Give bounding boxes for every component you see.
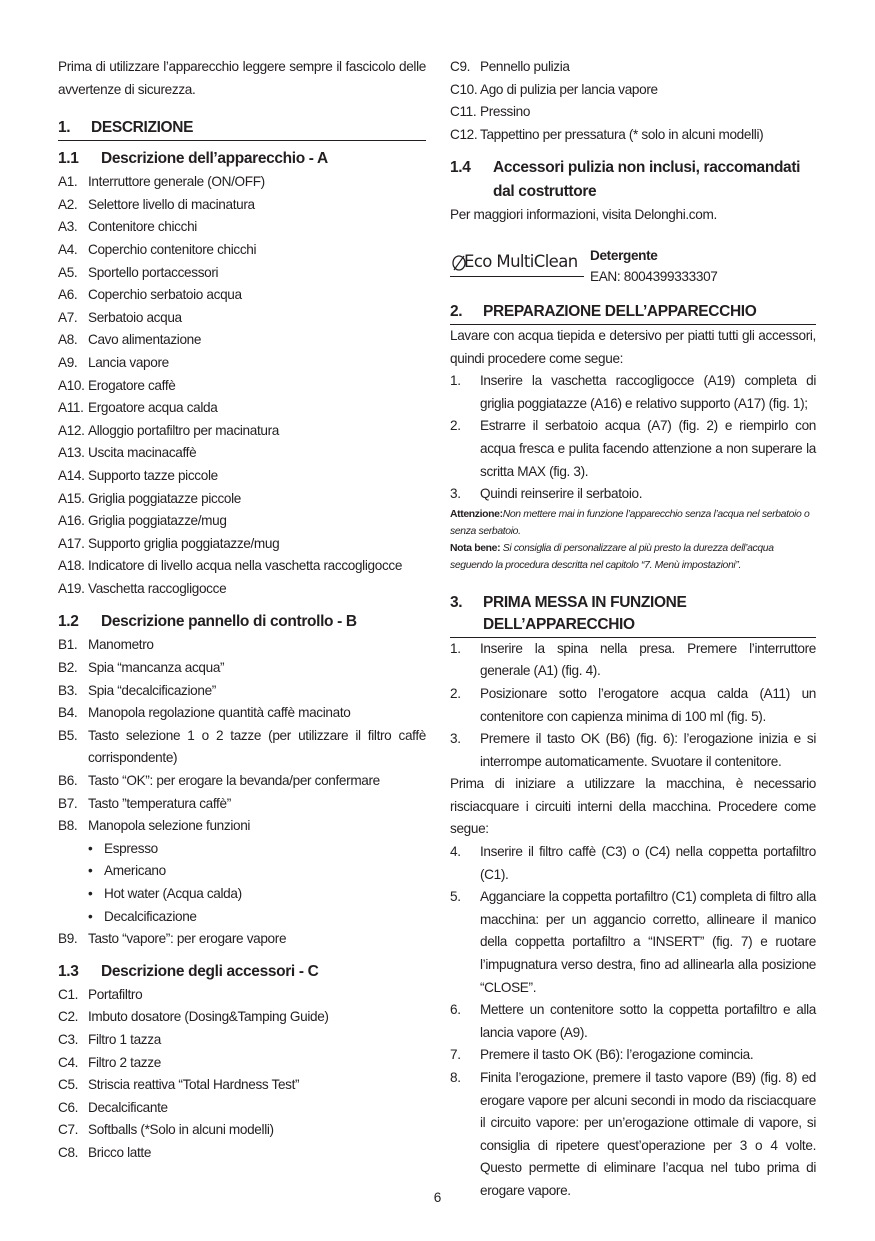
bullet-item <box>58 838 426 861</box>
item-number: A17. <box>58 535 85 551</box>
list-item <box>58 1052 426 1075</box>
section-number: 1.2 <box>58 613 79 631</box>
item-number: A5. <box>58 264 78 280</box>
bullet-text: Hot water (Acqua calda) <box>104 886 242 901</box>
bullet-text: Espresso <box>104 840 158 856</box>
list-accessori <box>58 984 426 1165</box>
item-text: Mettere un contenitore sotto la coppetta portafiltro e alla lancia vapore (A9). <box>480 1002 816 1040</box>
list-item <box>450 101 816 124</box>
item-text: Ergoatore acqua calda <box>88 400 218 416</box>
item-number: B4. <box>58 705 78 721</box>
item-text: Alloggio portafiltro per macinatura <box>88 422 280 438</box>
list-apparecchio <box>58 171 426 600</box>
list-item <box>58 262 426 285</box>
bullet-icon: • <box>88 886 93 901</box>
item-number: A12. <box>58 422 85 438</box>
item-number: B1. <box>58 637 78 653</box>
list-item <box>58 465 426 488</box>
list-item <box>58 420 426 443</box>
list-item <box>58 397 426 420</box>
attention-text: Non mettere mai in funzione l’apparecchio senza l’acqua nel serbatoio o senza serbatoio. <box>450 508 810 537</box>
item-number: C3. <box>58 1031 79 1047</box>
list-messa-in-funzione <box>450 638 816 774</box>
attention-note <box>450 506 816 540</box>
item-text: Decalcificante <box>88 1099 168 1115</box>
item-number: A7. <box>58 309 78 325</box>
item-number: 1. <box>450 373 461 389</box>
section-1-3-heading <box>58 960 426 984</box>
intro-text: Prima di utilizzare l’apparecchio leggere sempre il fascicolo delle avvertenze di sicurezza. <box>58 59 426 97</box>
section-1-heading <box>58 117 426 141</box>
item-number: A14. <box>58 467 85 483</box>
section-1-2-heading <box>58 610 426 634</box>
item-text: Finita l’erogazione, premere il tasto vapore (B9) (fig. 8) ed erogare vapore per alcuni secondi in modo da risciacquare il circuito vapore: per un’erogazione ottimale di vapore, si consiglia di ripetere quest’operazione per 3 o 4 volte. Questo permette di eliminare l’acqua nel tubo prima di erogare vapore. <box>480 1070 816 1198</box>
list-item <box>58 815 426 838</box>
product-ean: EAN: 8004399333307 <box>590 268 718 284</box>
item-number: 5. <box>450 889 461 905</box>
list-item <box>58 194 426 217</box>
bullet-item <box>58 906 426 929</box>
note-label: Nota bene: <box>450 542 501 554</box>
item-text: Imbuto dosatore (Dosing&Tamping Guide) <box>88 1009 329 1025</box>
item-text: Portafiltro <box>88 986 143 1002</box>
product-info <box>586 245 718 287</box>
attention-label: Attenzione: <box>450 508 503 520</box>
item-text: Inserire il filtro caffè (C3) o (C4) nella coppetta portafiltro (C1). <box>480 844 816 882</box>
section-title: PREPARAZIONE DELL’APPARECCHIO <box>483 302 757 320</box>
section-number: 1. <box>58 119 71 137</box>
list-item <box>58 375 426 398</box>
list-pannello <box>58 634 426 837</box>
list-item <box>450 999 816 1044</box>
section-title: Descrizione dell’apparecchio - A <box>101 150 328 168</box>
item-code: B9. <box>58 931 78 947</box>
list-item <box>58 702 426 725</box>
item-text: Contenitore chicchi <box>88 219 197 235</box>
item-number: A19. <box>58 580 85 596</box>
item-text: Estrarre il serbatoio acqua (A7) (fig. 2) e riempirlo con acqua fresca e pulita facendo attenzione a non superare la scritta MAX (fig. 3). <box>480 418 816 479</box>
section-3-heading <box>450 592 816 638</box>
list-item <box>58 1142 426 1165</box>
info-text: Per maggiori informazioni, visita Delonghi.com. <box>450 207 717 223</box>
note-text: Si consiglia di personalizzare al più presto la durezza dell’acqua seguendo la procedura descritta nel capitolo “7. Menù impostazioni”. <box>450 542 774 571</box>
section-title: Descrizione pannello di controllo - B <box>101 613 357 631</box>
item-text: Griglia poggiatazze piccole <box>88 490 242 506</box>
list-item <box>58 442 426 465</box>
list-item <box>58 634 426 657</box>
item-text: Serbatoio acqua <box>88 309 182 325</box>
list-accessori-cont <box>450 56 816 146</box>
item-text: Coperchio serbatoio acqua <box>88 287 242 303</box>
list-item <box>58 1097 426 1120</box>
list-item <box>450 79 816 102</box>
product-block <box>450 245 816 287</box>
list-item <box>58 657 426 680</box>
item-text: Filtro 1 tazza <box>88 1031 161 1047</box>
item-text: Tasto “OK”: per erogare la bevanda/per confermare <box>88 773 380 789</box>
section-1-4-heading <box>450 156 816 204</box>
list-item <box>58 533 426 556</box>
list-item <box>450 683 816 728</box>
item-number: 1. <box>450 640 461 656</box>
item-number: A11. <box>58 400 84 416</box>
item-text: Manometro <box>88 637 154 653</box>
bullet-icon: • <box>88 863 93 879</box>
section-2-heading <box>450 301 816 325</box>
list-item <box>58 578 426 601</box>
item-number: A18. <box>58 558 85 574</box>
item-number: A8. <box>58 332 78 348</box>
list-item <box>450 886 816 999</box>
item-text: Tasto selezione 1 o 2 tazze (per utilizzare il filtro caffè corrispondente) <box>88 727 426 766</box>
item-text: Filtro 2 tazze <box>88 1054 161 1070</box>
item-number: C2. <box>58 1009 79 1025</box>
item-text: Posizionare sotto l’erogatore acqua calda (A11) un contenitore con capienza minima di 100 ml (fig. 5). <box>480 685 816 724</box>
section-title-cont: dal costruttore <box>493 183 597 201</box>
list-item <box>58 510 426 533</box>
section-number: 1.3 <box>58 962 79 980</box>
list-risciacquo <box>450 841 816 1203</box>
item-text: Striscia reattiva “Total Hardness Test” <box>88 1077 300 1093</box>
list-item <box>58 793 426 816</box>
section-number: 1.1 <box>58 150 79 168</box>
item-number: 8. <box>450 1070 461 1085</box>
item-number: 3. <box>450 731 461 747</box>
section-2-intro: Lavare con acqua tiepida e detersivo per piatti tutti gli accessori, quindi procedere come segue: <box>450 327 816 366</box>
left-column <box>58 56 426 1165</box>
list-item <box>58 1074 426 1097</box>
list-item <box>450 1067 816 1203</box>
item-text: Lancia vapore <box>88 354 169 370</box>
item-number: A1. <box>58 174 78 190</box>
list-item <box>450 483 816 506</box>
item-number: A9. <box>58 354 78 370</box>
item-text: Sportello portaccessori <box>88 264 219 280</box>
list-funzioni <box>58 838 426 928</box>
list-item <box>58 352 426 375</box>
product-name: Detergente <box>590 247 658 263</box>
list-item <box>450 370 816 415</box>
section-title: Descrizione degli accessori - C <box>101 962 319 980</box>
item-text: Tappettino per pressatura (* solo in alcuni modelli) <box>480 126 764 142</box>
item-number: A10. <box>58 377 85 393</box>
item-text: Quindi reinserire il serbatoio. <box>480 486 643 502</box>
list-item <box>450 728 816 773</box>
item-number: A6. <box>58 287 78 303</box>
item-number: C9. <box>450 59 471 74</box>
list-item <box>58 680 426 703</box>
item-number: A13. <box>58 445 85 461</box>
list-item <box>450 638 816 683</box>
item-number: A4. <box>58 241 78 257</box>
section-number: 2. <box>450 302 463 320</box>
list-item <box>58 555 426 578</box>
item-text: Pennello pulizia <box>480 59 570 74</box>
item-text: Ago di pulizia per lancia vapore <box>480 81 658 97</box>
item-text: Manopola selezione funzioni <box>88 818 251 834</box>
list-preparazione <box>450 370 816 506</box>
item-text: Premere il tasto OK (B6) (fig. 6): l’erogazione inizia e si interrompe automaticamente. Svuotare il contenitore. <box>480 731 816 769</box>
bullet-icon: • <box>88 908 93 924</box>
item-number: 6. <box>450 1002 461 1018</box>
list-item <box>58 488 426 511</box>
item-text: Indicatore di livello acqua nella vaschetta raccogligocce <box>88 558 403 574</box>
list-item <box>58 171 426 194</box>
list-item <box>58 239 426 262</box>
item-number: C8. <box>58 1144 79 1160</box>
item-number: C10. <box>450 81 478 97</box>
item-number: C7. <box>58 1122 79 1138</box>
ecomulticlean-logo <box>450 245 586 283</box>
item-text: Inserire la vaschetta raccogligocce (A19) completa di griglia poggiatazze (A16) e relativo supporto (A17) (fig. 1); <box>480 373 816 411</box>
item-text: Supporto griglia poggiatazze/mug <box>88 535 280 551</box>
list-item <box>450 415 816 483</box>
item-number: C12. <box>450 126 478 142</box>
list-item <box>58 725 426 770</box>
right-column <box>450 56 816 1203</box>
item-number: C4. <box>58 1054 79 1070</box>
section-title: Accessori pulizia non inclusi, raccomandati <box>493 159 801 177</box>
section-title-cont: DELL’APPARECCHIO <box>483 615 635 633</box>
item-number: C6. <box>58 1099 79 1115</box>
item-text: Spia “mancanza acqua” <box>88 660 225 676</box>
list-item <box>58 216 426 239</box>
item-text: Inserire la spina nella presa. Premere l’interruttore generale (A1) (fig. 4). <box>480 640 816 679</box>
item-text: Supporto tazze piccole <box>88 467 218 483</box>
item-text: Premere il tasto OK (B6): l’erogazione comincia. <box>480 1047 754 1063</box>
item-number: B5. <box>58 727 78 743</box>
item-text: Griglia poggiatazze/mug <box>88 513 227 529</box>
list-item <box>58 984 426 1007</box>
list-item <box>450 841 816 886</box>
list-item <box>58 928 426 951</box>
item-text: Tasto ”temperatura caffè” <box>88 795 231 811</box>
item-number: B7. <box>58 795 78 811</box>
nota-bene-note <box>450 540 816 574</box>
list-item <box>58 770 426 793</box>
item-number: A2. <box>58 196 78 212</box>
section-number: 3. <box>450 593 463 611</box>
item-number: C11. <box>450 104 477 120</box>
bullet-text: Americano <box>104 863 166 879</box>
item-text: Spia “decalcificazione” <box>88 682 216 698</box>
bullet-item <box>58 860 426 883</box>
bullet-text: Decalcificazione <box>104 908 197 924</box>
item-number: 7. <box>450 1047 461 1063</box>
section-title: DESCRIZIONE <box>91 119 194 137</box>
item-number: 4. <box>450 844 461 860</box>
item-text: Bricco latte <box>88 1144 152 1160</box>
list-item <box>58 307 426 330</box>
item-text: Interruttore generale (ON/OFF) <box>88 174 265 190</box>
list-item <box>58 284 426 307</box>
list-item <box>450 1044 816 1067</box>
list-item <box>58 1119 426 1142</box>
page-number: 6 <box>433 1190 442 1205</box>
list-item <box>450 56 816 79</box>
list-item <box>450 124 816 147</box>
bullet-icon: • <box>88 840 93 856</box>
item-number: 3. <box>450 486 461 502</box>
item-number: B8. <box>58 818 78 834</box>
item-text: Softballs (*Solo in alcuni modelli) <box>88 1122 274 1138</box>
logo-text: Eco MultiClean <box>464 251 578 271</box>
item-number: A16. <box>58 513 85 529</box>
item-text: Tasto “vapore”: per erogare vapore <box>88 931 287 947</box>
item-number: A15. <box>58 490 85 506</box>
item-text: Vaschetta raccogligocce <box>88 580 227 596</box>
item-text: Coperchio contenitore chicchi <box>88 241 257 257</box>
list-item <box>58 1006 426 1029</box>
item-number: 2. <box>450 685 461 701</box>
list-item <box>58 329 426 352</box>
section-3-middle-text: Prima di iniziare a utilizzare la macchina, è necessario risciacquare i circuiti interni della macchina. Procedere come segue: <box>450 776 816 837</box>
item-number: B2. <box>58 660 78 676</box>
item-number: B3. <box>58 682 78 698</box>
section-title: PRIMA MESSA IN FUNZIONE <box>483 593 687 611</box>
item-text: Erogatore caffè <box>88 377 176 393</box>
item-number: B6. <box>58 773 78 789</box>
section-1-1-heading <box>58 147 426 171</box>
item-number: C1. <box>58 986 79 1002</box>
item-number: C5. <box>58 1077 79 1093</box>
item-text: Cavo alimentazione <box>88 332 202 348</box>
list-item <box>58 1029 426 1052</box>
item-number: 2. <box>450 418 461 434</box>
item-text: Selettore livello di macinatura <box>88 196 255 212</box>
bullet-item <box>58 883 426 906</box>
item-text: Agganciare la coppetta portafiltro (C1) completa di filtro alla macchina: per un aggancio corretto, allineare il manico della coppetta portafiltro a “INSERT” (fig. 7) e ruotare l’impugnatura verso destra, fino ad allinearla alla posizione “CLOSE”. <box>480 889 816 995</box>
item-text: Pressino <box>480 104 531 120</box>
section-number: 1.4 <box>450 159 471 177</box>
item-text: Uscita macinacaffè <box>88 445 197 461</box>
item-text: Manopola regolazione quantità caffè macinato <box>88 705 351 721</box>
item-number: A3. <box>58 219 78 235</box>
